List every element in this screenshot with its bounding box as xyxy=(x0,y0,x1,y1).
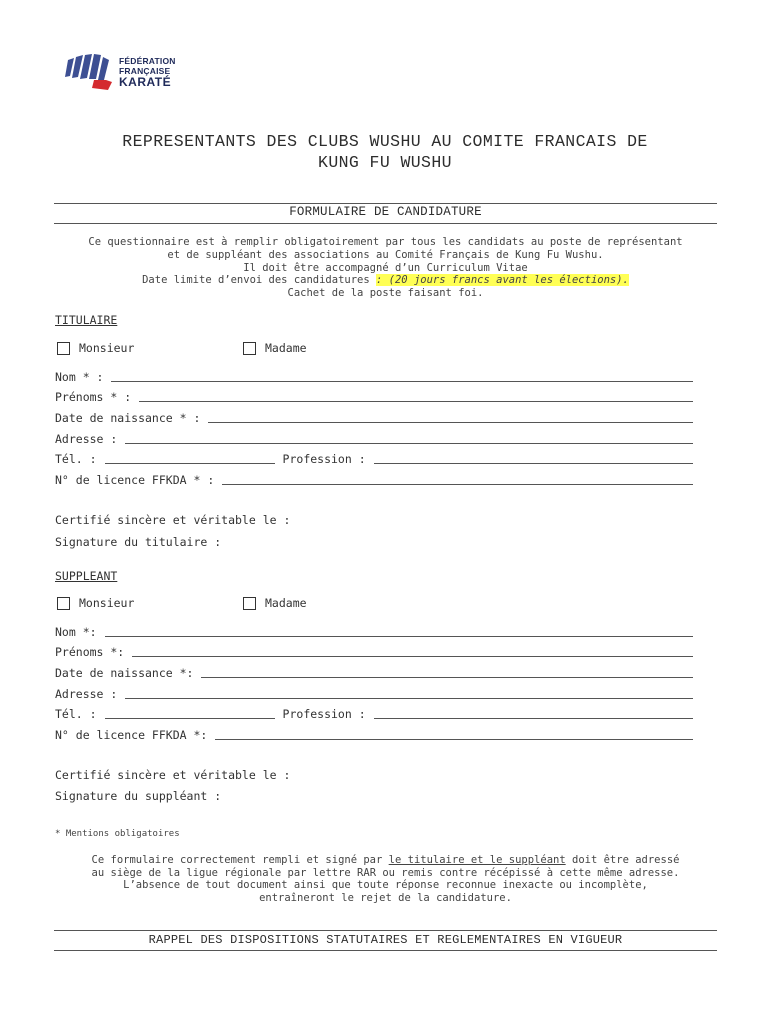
logo-line-3: KARATÉ xyxy=(119,75,172,89)
closing-line-4: entraîneront le rejet de la candidature. xyxy=(259,891,512,904)
field-label: Date de naissance * : xyxy=(55,411,201,425)
checkbox-suppleant-monsieur[interactable] xyxy=(57,597,70,610)
checkbox-titulaire-monsieur[interactable] xyxy=(57,342,70,355)
field-titulaire-tel xyxy=(55,450,693,466)
signature-label: Signature du suppléant : xyxy=(55,789,222,803)
field-label: Profession : xyxy=(282,452,366,466)
field-suppleant-licence xyxy=(55,726,693,742)
checkbox-label: Madame xyxy=(265,341,307,355)
naissance-input-line[interactable] xyxy=(201,667,693,678)
field-label: Date de naissance *: xyxy=(55,666,194,680)
section-suppleant-heading: SUPPLEANT xyxy=(55,569,118,583)
licence-input-line[interactable] xyxy=(215,729,693,740)
field-label: Nom * : xyxy=(55,370,104,384)
prenoms-input-line[interactable] xyxy=(139,391,693,402)
certification-statement: Certifié sincère et véritable le : xyxy=(55,513,291,527)
closing-prefix: Ce formulaire correctement rempli et signé par xyxy=(91,854,389,866)
title-line-1: REPRESENTANTS DES CLUBS WUSHU AU COMITE FRANCAIS DE xyxy=(122,132,648,151)
federation-logo xyxy=(64,52,194,94)
document-title xyxy=(40,131,730,173)
field-titulaire-prenoms xyxy=(55,388,693,404)
prenoms-input-line[interactable] xyxy=(132,646,693,657)
title-line-2: KUNG FU WUSHU xyxy=(318,153,452,172)
intro-line-5: Cachet de la poste faisant foi. xyxy=(287,287,484,300)
field-titulaire-nom xyxy=(55,368,693,384)
closing-line-3: L’absence de tout document ainsi que toute réponse reconnue inexacte ou incomplète, xyxy=(123,879,648,892)
closing-underlined: le titulaire et le suppléant xyxy=(388,854,566,866)
field-suppleant-tel xyxy=(55,705,693,721)
rappel-heading: RAPPEL DES DISPOSITIONS STATUTAIRES ET REGLEMENTAIRES EN VIGUEUR xyxy=(148,933,623,947)
tel-input-line[interactable] xyxy=(105,708,275,719)
intro-line-3: Il doit être accompagné d’un Curriculum Vitae xyxy=(243,261,528,274)
field-titulaire-adresse xyxy=(55,430,693,446)
closing-line-2: au siège de la ligue régionale par lettre RAR ou remis contre récépissé à cette même adresse. xyxy=(91,866,680,879)
checkbox-label: Monsieur xyxy=(79,341,135,355)
signature-label: Signature du titulaire : xyxy=(55,535,222,549)
naissance-input-line[interactable] xyxy=(208,412,693,423)
field-titulaire-licence xyxy=(55,471,693,487)
field-label: Adresse : xyxy=(55,687,118,701)
field-label: Tél. : xyxy=(55,707,97,721)
field-suppleant-adresse xyxy=(55,685,693,701)
form-header: FORMULAIRE DE CANDIDATURE xyxy=(289,205,482,219)
field-label: Prénoms * : xyxy=(55,390,132,404)
section-titulaire-heading: TITULAIRE xyxy=(55,313,118,327)
closing-line-1 xyxy=(44,854,727,867)
field-label: Adresse : xyxy=(55,432,118,446)
deadline-highlight: : (20 jours francs avant les élections). xyxy=(376,274,629,287)
divider xyxy=(54,950,717,951)
logo-line-2: FRANÇAISE xyxy=(119,66,171,76)
divider xyxy=(54,223,717,224)
closing-suffix: doit être adressé xyxy=(565,854,680,866)
closing-text xyxy=(44,854,727,904)
intro-line-2: et de suppléant des associations au Comité Français de Kung Fu Wushu. xyxy=(167,248,604,261)
field-suppleant-nom xyxy=(55,623,693,639)
intro-line-4 xyxy=(44,274,727,287)
deadline-label: Date limite d’envoi des candidatures xyxy=(142,274,377,287)
tel-input-line[interactable] xyxy=(105,453,275,464)
profession-input-line[interactable] xyxy=(374,708,693,719)
field-suppleant-naissance xyxy=(55,664,693,680)
karate-logo-icon xyxy=(64,52,116,94)
checkbox-label: Monsieur xyxy=(79,596,135,610)
certification-statement: Certifié sincère et véritable le : xyxy=(55,768,291,782)
intro-text xyxy=(44,236,727,300)
mandatory-note: * Mentions obligatoires xyxy=(55,829,180,839)
licence-input-line[interactable] xyxy=(222,474,693,485)
field-titulaire-naissance xyxy=(55,409,693,425)
logo-wordmark xyxy=(119,56,176,89)
adresse-input-line[interactable] xyxy=(125,433,693,444)
field-suppleant-prenoms xyxy=(55,643,693,659)
intro-line-1: Ce questionnaire est à remplir obligatoirement par tous les candidats au poste de représentant xyxy=(88,236,683,248)
field-label: N° de licence FFKDA *: xyxy=(55,728,208,742)
nom-input-line[interactable] xyxy=(105,626,693,637)
field-label: Prénoms *: xyxy=(55,645,125,659)
checkbox-titulaire-madame[interactable] xyxy=(243,342,256,355)
divider xyxy=(54,203,717,204)
logo-line-1: FÉDÉRATION xyxy=(119,56,176,66)
adresse-input-line[interactable] xyxy=(125,688,693,699)
field-label: Tél. : xyxy=(55,452,97,466)
checkbox-suppleant-madame[interactable] xyxy=(243,597,256,610)
nom-input-line[interactable] xyxy=(111,371,693,382)
field-label: Profession : xyxy=(282,707,366,721)
checkbox-label: Madame xyxy=(265,596,307,610)
profession-input-line[interactable] xyxy=(374,453,693,464)
field-label: N° de licence FFKDA * : xyxy=(55,473,215,487)
divider xyxy=(54,930,717,931)
field-label: Nom *: xyxy=(55,625,97,639)
